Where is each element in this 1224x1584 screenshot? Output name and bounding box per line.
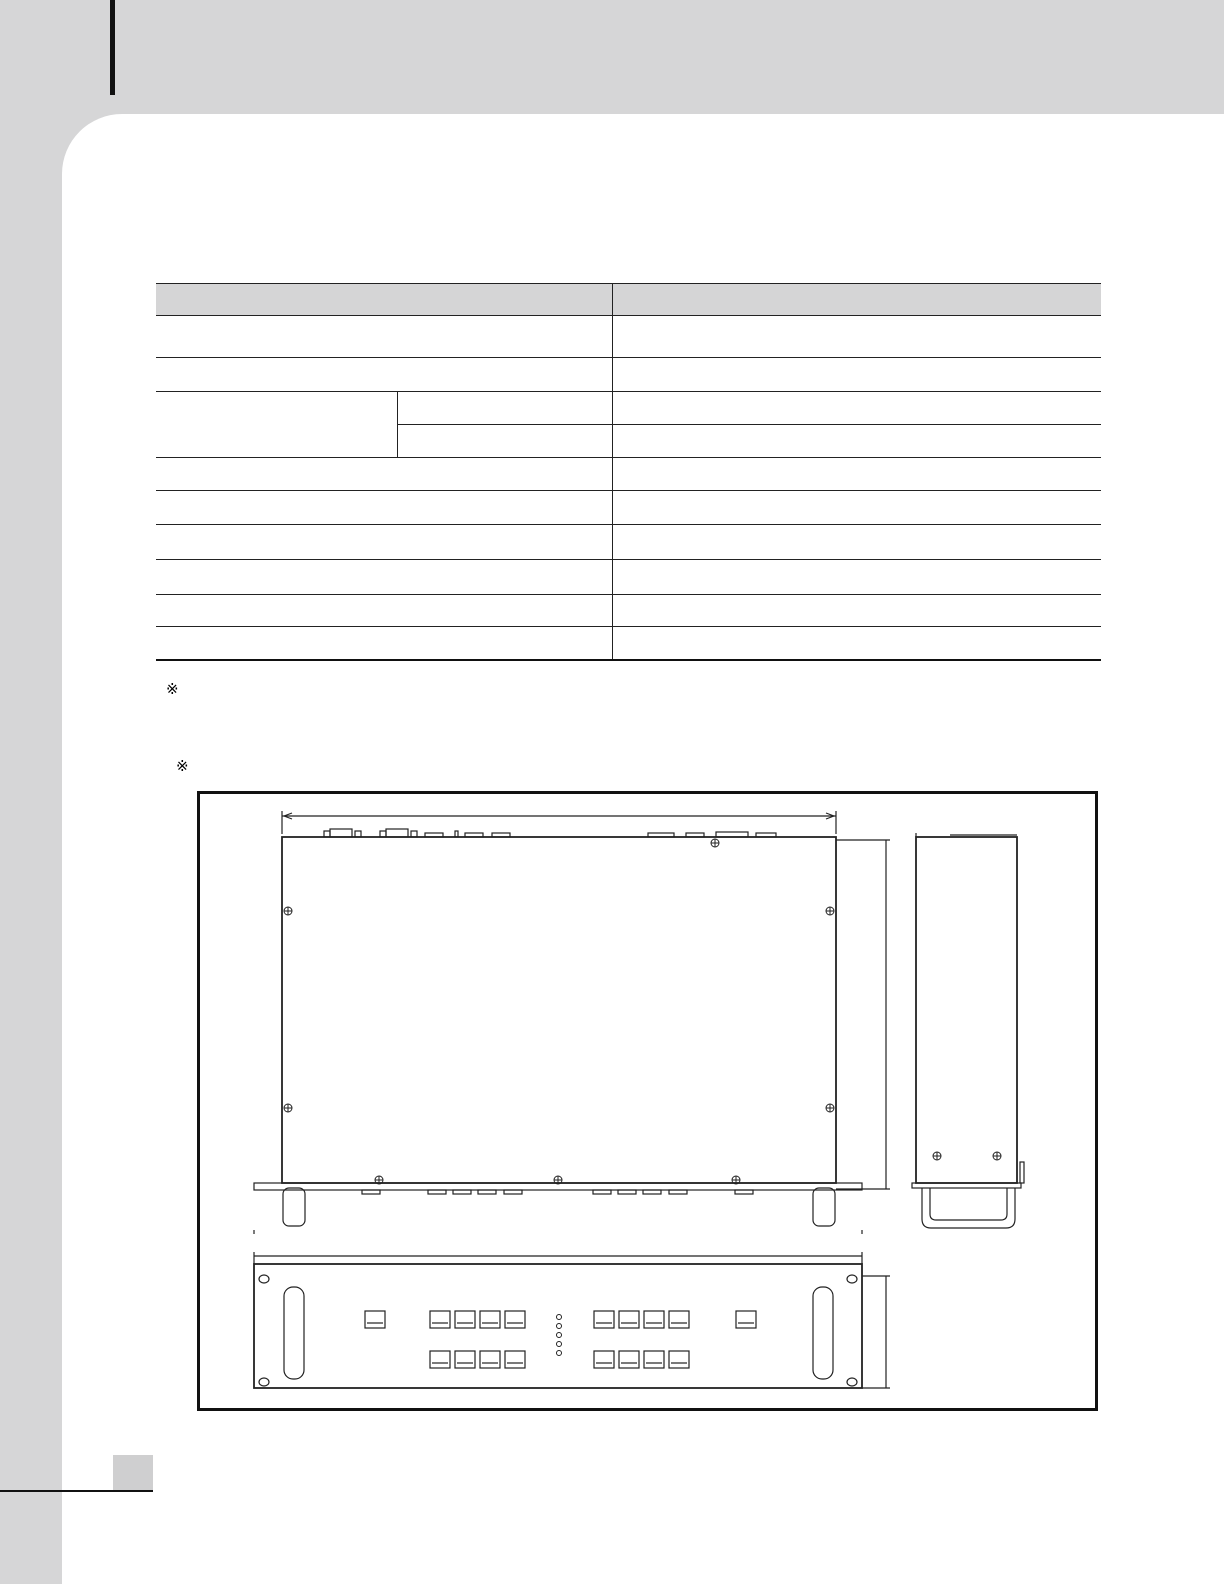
front-panel-leds [557, 1315, 562, 1356]
table-row [156, 627, 1101, 660]
row-sublabel [397, 425, 612, 458]
table-header-row [156, 284, 1101, 316]
page-header-band [0, 0, 1224, 114]
screw-markers-top [284, 839, 834, 1184]
row-label [156, 595, 612, 627]
row-value [612, 358, 1101, 392]
table-row [156, 525, 1101, 560]
note-symbol: ※ [176, 758, 189, 775]
table-row [156, 358, 1101, 392]
row-sublabel [397, 392, 612, 425]
note-symbol: ※ [166, 681, 179, 698]
row-value [612, 525, 1101, 560]
row-value [612, 595, 1101, 627]
table-row [156, 392, 1101, 425]
header-rule [110, 0, 115, 95]
row-label [156, 560, 612, 595]
table-row [156, 458, 1101, 491]
row-value [612, 491, 1101, 525]
table-row [156, 560, 1101, 595]
table-header-value [612, 284, 1101, 316]
row-value [612, 392, 1101, 425]
row-value [612, 458, 1101, 491]
row-label [156, 491, 612, 525]
front-view [254, 1252, 890, 1388]
dimension-drawing-frame [197, 791, 1098, 1411]
page-number-tab [113, 1455, 153, 1491]
row-label [156, 358, 612, 392]
row-value [612, 316, 1101, 358]
row-label [156, 525, 612, 560]
top-view [254, 811, 890, 1234]
row-value [612, 627, 1101, 660]
table-header-item [156, 284, 612, 316]
row-label [156, 458, 612, 491]
table-row [156, 316, 1101, 358]
row-value [612, 425, 1101, 458]
footer-rule [0, 1490, 153, 1492]
row-label [156, 627, 612, 660]
dimension-drawing [200, 794, 1095, 1408]
row-label [156, 316, 612, 358]
row-value [612, 560, 1101, 595]
row-label [156, 392, 397, 458]
table-row [156, 491, 1101, 525]
side-view [912, 833, 1024, 1228]
table-row [156, 595, 1101, 627]
screw-markers-side [933, 1152, 1001, 1160]
spec-table [156, 283, 1101, 661]
